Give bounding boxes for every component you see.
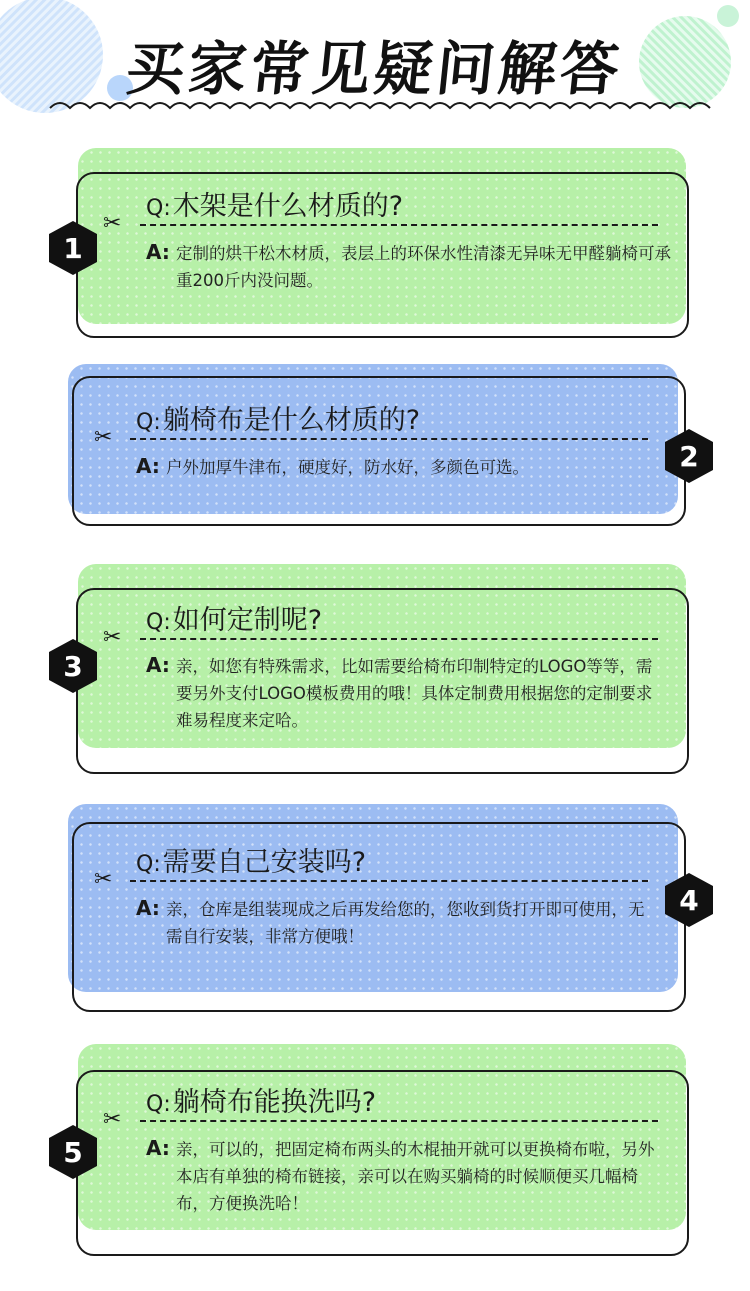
number-badge: 4 (664, 872, 714, 928)
answer-prefix: A: (146, 1136, 170, 1160)
dashed-divider (130, 438, 648, 440)
answer-text: 亲，仓库是组装现成之后再发给您的，您收到货打开即可使用，无需自行安装，非常方便哦！ (166, 900, 645, 946)
number-badge: 3 (48, 638, 98, 694)
scissors-icon: ✂ (94, 425, 113, 450)
answer-prefix: A: (136, 454, 160, 478)
page-header (0, 0, 750, 120)
number-badge: 1 (48, 220, 98, 276)
question-text: Q:如何定制呢? (146, 605, 323, 636)
answer-text: 亲，如您有特殊需求，比如需要给椅布印制特定的LOGO等等，需要另外支付LOGO模板费用的哦！具体定制费用根据您的定制要求难易程度来定哈。 (176, 657, 653, 730)
question-text: Q:躺椅布能换洗吗? (146, 1087, 377, 1118)
number-badge: 5 (48, 1124, 98, 1180)
page-title: 买家常见疑问解答 (122, 35, 627, 103)
answer-text: 户外加厚牛津布，硬度好，防水好，多颜色可选。 (166, 458, 529, 477)
dashed-divider (140, 638, 658, 640)
dashed-divider (140, 1120, 658, 1122)
question-text: Q:需要自己安装吗? (136, 847, 367, 878)
scissors-icon: ✂ (103, 1107, 122, 1132)
answer-text: 定制的烘干松木材质，表层上的环保水性清漆无异味无甲醛躺椅可承重200斤内没问题。 (176, 244, 671, 290)
answer-prefix: A: (136, 896, 160, 920)
scissors-icon: ✂ (103, 625, 122, 650)
answer-text: 亲，可以的，把固定椅布两头的木棍抽开就可以更换椅布啦，另外本店有单独的椅布链接，亲可以在购买躺椅的时候顺便买几幅椅布，方便换洗哈！ (176, 1140, 655, 1213)
dashed-divider (130, 880, 648, 882)
answer-prefix: A: (146, 240, 170, 264)
answer-prefix: A: (146, 653, 170, 677)
question-text: Q:木架是什么材质的? (146, 191, 404, 222)
question-text: Q:躺椅布是什么材质的? (136, 405, 421, 436)
scissors-icon: ✂ (94, 867, 113, 892)
scissors-icon: ✂ (103, 211, 122, 236)
number-badge: 2 (664, 428, 714, 484)
dashed-divider (140, 224, 658, 226)
